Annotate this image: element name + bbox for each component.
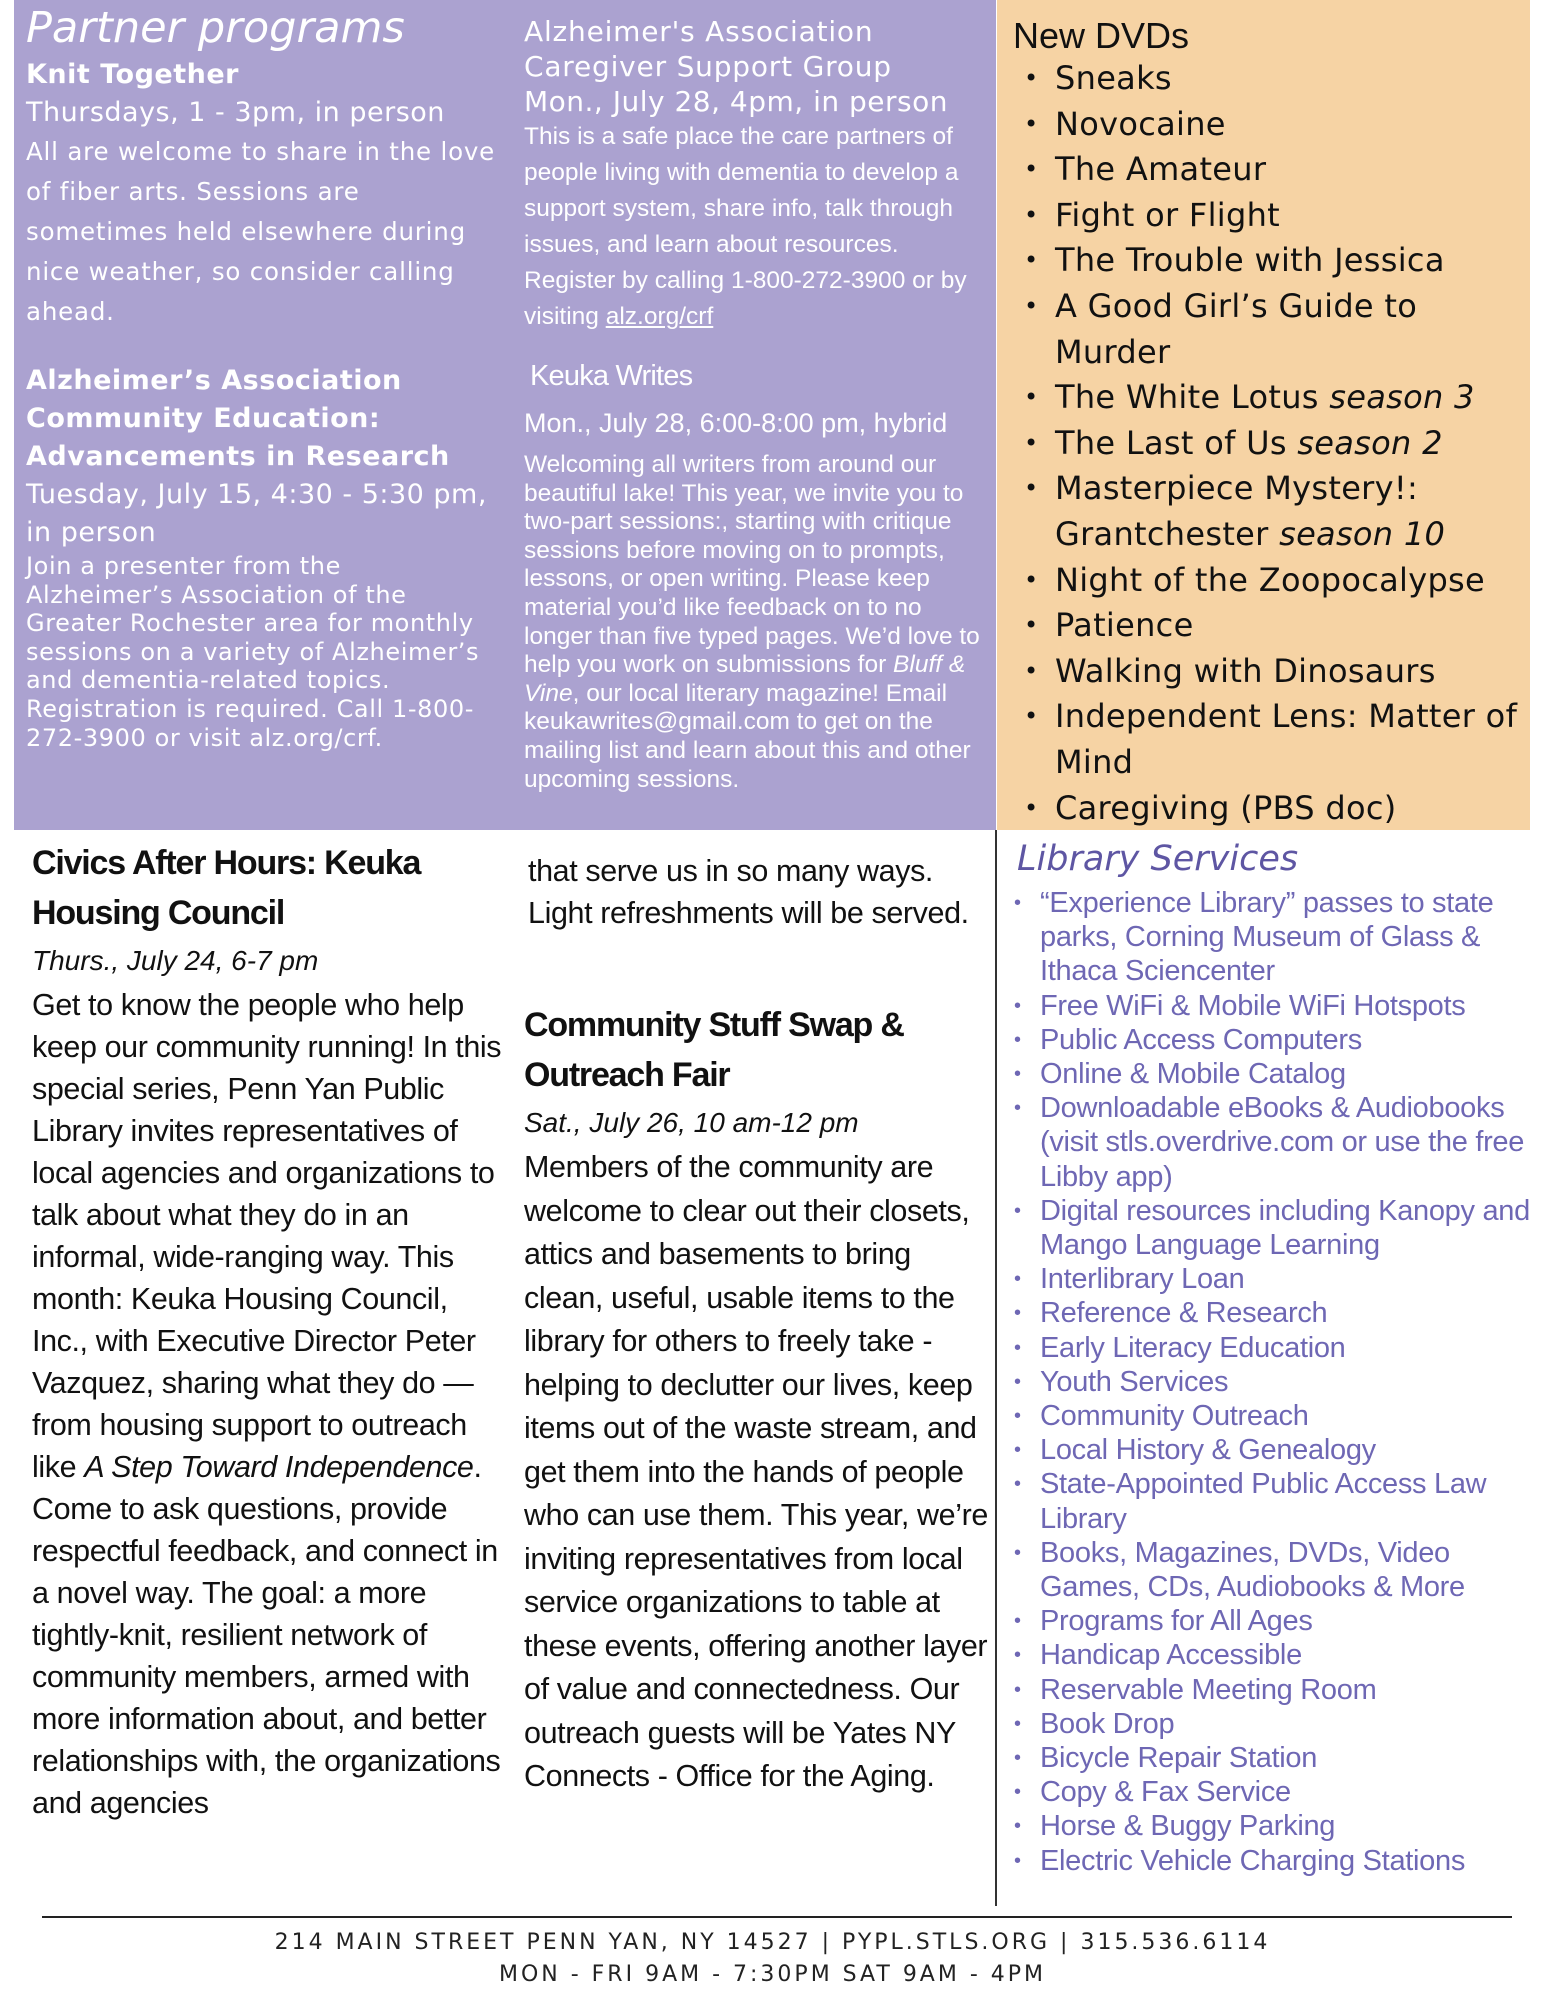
partner-middle-column bbox=[524, 14, 994, 794]
service-item: • Community Outreach bbox=[1014, 1400, 1309, 1433]
library-services-list bbox=[1014, 886, 1530, 1878]
footer-hours: MON - FRI 9AM - 7:30PM SAT 9AM - 4PM bbox=[498, 1962, 1047, 1987]
bullet-icon: • bbox=[1014, 1370, 1021, 1393]
bullet-icon: • bbox=[1024, 64, 1039, 92]
magazine-title: Bluff & Vine bbox=[524, 651, 966, 707]
bullet-icon: • bbox=[1014, 1268, 1021, 1291]
alz-support-when: Mon., July 28, 4pm, in person bbox=[524, 85, 948, 118]
partner-programs-title: Partner programs bbox=[26, 3, 405, 53]
service-item: • Interlibrary Loan bbox=[1014, 1263, 1245, 1296]
dvd-item: • Fight or Flight bbox=[1055, 193, 1525, 239]
civics-body: Get to know the people who help keep our community running! In this special series, Penn Yan Public Library invites representatives of local agencies and organizations to talk about what they do in an informal, wide-ranging way. This month: Keuka Housing Council, Inc., with Executive Director Peter Vazquez, sharing what they do —from housing support to outreach like A Step Toward Independence. Come to ask questions, provide respectful feedback, and connect in a novel way. The goal: a more tightly-knit, resilient network of community members, armed with more information about, and better relationships with, the organizations and agencies bbox=[32, 988, 502, 1820]
service-item: • Reservable Meeting Room bbox=[1014, 1673, 1377, 1706]
service-item: • Handicap Accessible bbox=[1014, 1639, 1302, 1672]
bullet-icon: • bbox=[1014, 1815, 1021, 1838]
bullet-icon: • bbox=[1014, 1199, 1021, 1222]
civics-title: Civics After Hours: Keuka Housing Council bbox=[32, 844, 421, 932]
bullet-icon: • bbox=[1024, 291, 1039, 320]
alz-education-body: Join a presenter from the Alzheimer’s Association of the Greater Rochester area for monthly sessions on a variety of Alzheimer’s and dementia-related topics. Registration is required. Call 1-800-272-3900 or visit alz.org/crf. bbox=[26, 552, 480, 752]
new-dvds-title: New DVDs bbox=[1013, 15, 1190, 56]
service-item: • Programs for All Ages bbox=[1014, 1605, 1313, 1638]
bullet-icon: • bbox=[1024, 565, 1039, 594]
keuka-writes-title: Keuka Writes bbox=[530, 360, 693, 392]
bullet-icon: • bbox=[1024, 155, 1039, 184]
new-dvds-list bbox=[1024, 56, 1525, 831]
keuka-writes-body: Welcoming all writers from around our beautiful lake! This year, we invite you to two-part sessions:, starting with critique sessions before moving on to prompts, lessons, or open writing. Please keep material you’d like feedback on to no longer than five typed pages. We’d love to help you work on submissions for Bluff & Vine, our local literary magazine! Email keukawrites@gmail.com to get on the mailing list and learn about this and other upcoming sessions. bbox=[524, 451, 980, 793]
bullet-icon: • bbox=[1014, 1644, 1021, 1667]
bullet-icon: • bbox=[1014, 1063, 1021, 1086]
library-services-title: Library Services bbox=[1017, 839, 1299, 879]
service-item: • Digital resources including Kanopy and Mango Language Learning bbox=[1014, 1194, 1530, 1262]
bullet-icon: • bbox=[1014, 1678, 1021, 1701]
service-item: • Copy & Fax Service bbox=[1014, 1776, 1291, 1809]
service-item: • Free WiFi & Mobile WiFi Hotspots bbox=[1014, 989, 1466, 1022]
swap-title: Community Stuff Swap & Outreach Fair bbox=[524, 1006, 904, 1094]
bullet-icon: • bbox=[1014, 1781, 1021, 1804]
service-item: • Downloadable eBooks & Audiobooks (visit stls.overdrive.com or use the free Libby app) bbox=[1014, 1092, 1525, 1193]
service-item: • Public Access Computers bbox=[1014, 1023, 1362, 1056]
column-divider bbox=[995, 830, 997, 1906]
service-item: • Local History & Genealogy bbox=[1014, 1434, 1376, 1467]
alz-education-title: Alzheimer’s Association Community Education: Advancements in Research bbox=[26, 365, 450, 472]
service-item: • Online & Mobile Catalog bbox=[1014, 1058, 1346, 1091]
swap-article bbox=[524, 1000, 994, 1799]
civics-article bbox=[32, 838, 508, 1824]
bullet-icon: • bbox=[1024, 109, 1039, 138]
service-item: • Reference & Research bbox=[1014, 1297, 1328, 1330]
bullet-icon: • bbox=[1024, 246, 1039, 275]
dvd-item: • The White Lotus season 3 bbox=[1055, 375, 1525, 421]
service-item: • Electric Vehicle Charging Stations bbox=[1014, 1844, 1466, 1877]
bullet-icon: • bbox=[1014, 994, 1021, 1017]
dvd-item: • Caregiving (PBS doc) bbox=[1055, 786, 1525, 832]
dvd-item: • The Trouble with Jessica bbox=[1055, 238, 1525, 284]
bullet-icon: • bbox=[1014, 1849, 1021, 1872]
dvd-item: • Novocaine bbox=[1055, 102, 1525, 148]
bullet-icon: • bbox=[1024, 428, 1039, 457]
bullet-icon: • bbox=[1014, 1541, 1021, 1564]
knit-together-title: Knit Together bbox=[26, 59, 239, 90]
swap-body: Members of the community are welcome to clear out their closets, attics and basements to bring clean, useful, usable items to the library for others to freely take - helping to declutter our lives, keep items out of the waste stream, and get them into the hands of people who can use them. This year, we’re inviting representatives from local service organizations to table at these events, offering another layer of value and connectedness. Our outreach guests will be Yates NY Connects - Office for the Aging. bbox=[524, 1150, 988, 1793]
bullet-icon: • bbox=[1014, 1302, 1021, 1325]
keuka-writes-when: Mon., July 28, 6:00-8:00 pm, hybrid bbox=[524, 408, 948, 438]
dvd-item: • Walking with Dinosaurs bbox=[1055, 649, 1525, 695]
bullet-icon: • bbox=[1014, 1336, 1021, 1359]
dvd-item: • Masterpiece Mystery!: Grantchester season 10 bbox=[1055, 466, 1525, 557]
bullet-icon: • bbox=[1024, 383, 1039, 412]
bullet-icon: • bbox=[1024, 474, 1039, 503]
dvd-item: • Patience bbox=[1055, 603, 1525, 649]
dvd-item: • Sneaks bbox=[1055, 56, 1525, 102]
knit-together-body: All are welcome to share in the love of fiber arts. Sessions are sometimes held elsewhere during nice weather, so consider calling ahead. bbox=[26, 137, 496, 326]
service-item: • Horse & Buggy Parking bbox=[1014, 1810, 1336, 1843]
dvd-item: • Independent Lens: Matter of Mind bbox=[1055, 694, 1525, 785]
program-title: A Step Toward Independence bbox=[84, 1450, 474, 1484]
knit-together-when: Thursdays, 1 - 3pm, in person bbox=[26, 97, 445, 128]
service-item: • Books, Magazines, DVDs, Video Games, CDs, Audiobooks & More bbox=[1014, 1536, 1465, 1604]
bullet-icon: • bbox=[1014, 1439, 1021, 1462]
partner-left-column bbox=[26, 2, 496, 752]
bullet-icon: • bbox=[1014, 1473, 1021, 1496]
dvd-item: • The Last of Us season 2 bbox=[1055, 421, 1525, 467]
bullet-icon: • bbox=[1014, 1097, 1021, 1120]
service-item: • “Experience Library” passes to state parks, Corning Museum of Glass & Ithaca Sciencenter bbox=[1014, 887, 1494, 988]
civics-date: Thurs., July 24, 6-7 pm bbox=[32, 945, 319, 976]
bullet-icon: • bbox=[1014, 1028, 1021, 1051]
service-item: • Book Drop bbox=[1014, 1707, 1175, 1740]
dvd-item: • The Amateur bbox=[1055, 147, 1525, 193]
service-item: • Youth Services bbox=[1014, 1365, 1229, 1398]
footer-rule bbox=[42, 1916, 1512, 1918]
bullet-icon: • bbox=[1024, 702, 1039, 731]
dvd-item: • A Good Girl’s Guide to Murder bbox=[1055, 284, 1525, 375]
civics-body-continued: that serve us in so many ways. Light refreshments will be served. bbox=[528, 854, 969, 930]
alz-link[interactable]: alz.org/crf bbox=[605, 303, 714, 330]
service-item: • State-Appointed Public Access Law Library bbox=[1014, 1468, 1487, 1535]
bullet-icon: • bbox=[1024, 656, 1039, 685]
alz-support-body: This is a safe place the care partners of people living with dementia to develop a support system, share info, talk through issues, and learn about resources. Register by calling 1-800-272-3900 or by visiting alz.org/crf bbox=[524, 123, 967, 330]
swap-date: Sat., July 26, 10 am-12 pm bbox=[524, 1107, 859, 1138]
bullet-icon: • bbox=[1014, 1747, 1021, 1770]
bullet-icon: • bbox=[1024, 200, 1039, 229]
bullet-icon: • bbox=[1024, 611, 1039, 640]
alz-education-when: Tuesday, July 15, 4:30 - 5:30 pm, in person bbox=[26, 479, 487, 548]
bullet-icon: • bbox=[1014, 1712, 1021, 1735]
footer-address: 214 MAIN STREET PENN YAN, NY 14527 | PYPL.STLS.ORG | 315.536.6114 bbox=[274, 1930, 1271, 1955]
bullet-icon: • bbox=[1014, 892, 1021, 914]
dvd-item: • Night of the Zoopocalypse bbox=[1055, 558, 1525, 604]
bullet-icon: • bbox=[1014, 1610, 1021, 1633]
bullet-icon: • bbox=[1014, 1405, 1021, 1428]
service-item: • Bicycle Repair Station bbox=[1014, 1742, 1318, 1775]
alz-support-title: Alzheimer's Association Caregiver Support Group bbox=[524, 15, 892, 83]
civics-continued bbox=[528, 850, 984, 934]
bullet-icon: • bbox=[1024, 793, 1039, 822]
service-item: • Early Literacy Education bbox=[1014, 1331, 1346, 1364]
